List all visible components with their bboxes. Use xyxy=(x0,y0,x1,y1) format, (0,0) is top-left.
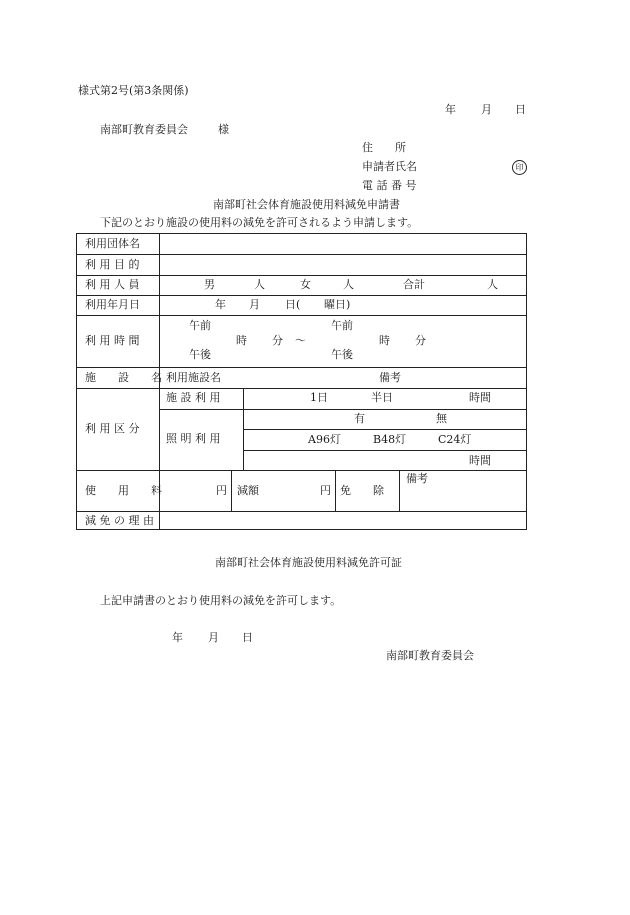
fee-yen: 円 xyxy=(216,484,227,497)
purpose-label: 利 用 目 的 xyxy=(85,258,140,271)
fee-remarks-label: 備考 xyxy=(406,472,428,485)
facility-hours-label: 時間 xyxy=(469,391,491,404)
reason-label: 減 免 の 理 由 xyxy=(85,514,154,527)
end-am: 午前 xyxy=(331,319,353,332)
end-hour: 時 xyxy=(379,334,390,347)
use-date-label: 利用年月日 xyxy=(85,298,140,311)
facility-label: 施 設 名 xyxy=(85,371,162,384)
group-name-label: 利用団体名 xyxy=(85,237,140,250)
total-label: 合計 xyxy=(403,278,425,291)
start-minute: 分 xyxy=(272,334,283,347)
reduction-yen: 円 xyxy=(320,484,331,497)
seal-mark xyxy=(512,160,527,175)
addressee: 南部町教育委員会 xyxy=(100,123,188,136)
date-month-label: 月 xyxy=(481,103,492,116)
exemption-label: 免 除 xyxy=(340,484,384,497)
total-unit: 人 xyxy=(487,278,498,291)
fee-label: 使 用 料 xyxy=(85,484,162,497)
male-label: 男 xyxy=(204,278,215,291)
application-form-table xyxy=(76,233,527,530)
lamp-c24: C24灯 xyxy=(438,433,472,446)
permit-issuer: 南部町教育委員会 xyxy=(386,649,474,662)
application-intro: 下記のとおり施設の使用料の減免を許可されるよう申請します。 xyxy=(100,216,419,229)
use-time-label: 利 用 時 間 xyxy=(85,334,140,347)
half-day-label: 半日 xyxy=(371,391,393,404)
one-day-label: 1日 xyxy=(310,391,328,404)
use-year: 年 xyxy=(215,298,226,311)
facility-use-label: 施 設 利 用 xyxy=(166,391,221,404)
weekday-close: 曜日) xyxy=(324,298,351,311)
facility-remarks-label: 備考 xyxy=(379,371,401,384)
use-day-open: 日( xyxy=(285,298,301,311)
female-label: 女 xyxy=(300,278,311,291)
reduction-label: 減額 xyxy=(237,484,259,497)
time-tilde: ～ xyxy=(295,334,306,347)
permit-year: 年 xyxy=(172,631,183,644)
honorific: 様 xyxy=(218,123,229,136)
start-am: 午前 xyxy=(189,319,211,332)
permit-month: 月 xyxy=(208,631,219,644)
lighting-hours-label: 時間 xyxy=(469,454,491,467)
date-day-label: 日 xyxy=(515,103,526,116)
lamp-a96: A96灯 xyxy=(308,433,341,446)
lamp-b48: B48灯 xyxy=(373,433,407,446)
end-minute: 分 xyxy=(415,334,426,347)
female-unit: 人 xyxy=(343,278,354,291)
people-label: 利 用 人 員 xyxy=(85,278,140,291)
end-pm: 午後 xyxy=(331,348,353,361)
male-unit: 人 xyxy=(254,278,265,291)
form-number: 様式第2号(第3条関係) xyxy=(78,84,189,97)
phone-label: 電 話 番 号 xyxy=(362,179,417,192)
start-hour: 時 xyxy=(236,334,247,347)
category-label: 利 用 区 分 xyxy=(85,422,140,435)
permit-text: 上記申請書のとおり使用料の減免を許可します。 xyxy=(100,594,342,607)
facility-used-label: 利用施設名 xyxy=(166,371,221,384)
lighting-yes: 有 xyxy=(354,412,365,425)
start-pm: 午後 xyxy=(189,348,211,361)
address-label: 住 所 xyxy=(362,141,406,154)
lighting-use-label: 照 明 利 用 xyxy=(166,432,221,445)
permit-day: 日 xyxy=(242,631,253,644)
applicant-name-label: 申請者氏名 xyxy=(362,160,417,173)
use-month: 月 xyxy=(249,298,260,311)
application-title: 南部町社会体育施設使用料減免申請書 xyxy=(213,198,400,211)
permit-title: 南部町社会体育施設使用料減免許可証 xyxy=(215,556,402,569)
lighting-no: 無 xyxy=(436,412,447,425)
seal-icon: 印 xyxy=(512,160,527,175)
date-year-label: 年 xyxy=(445,103,456,116)
